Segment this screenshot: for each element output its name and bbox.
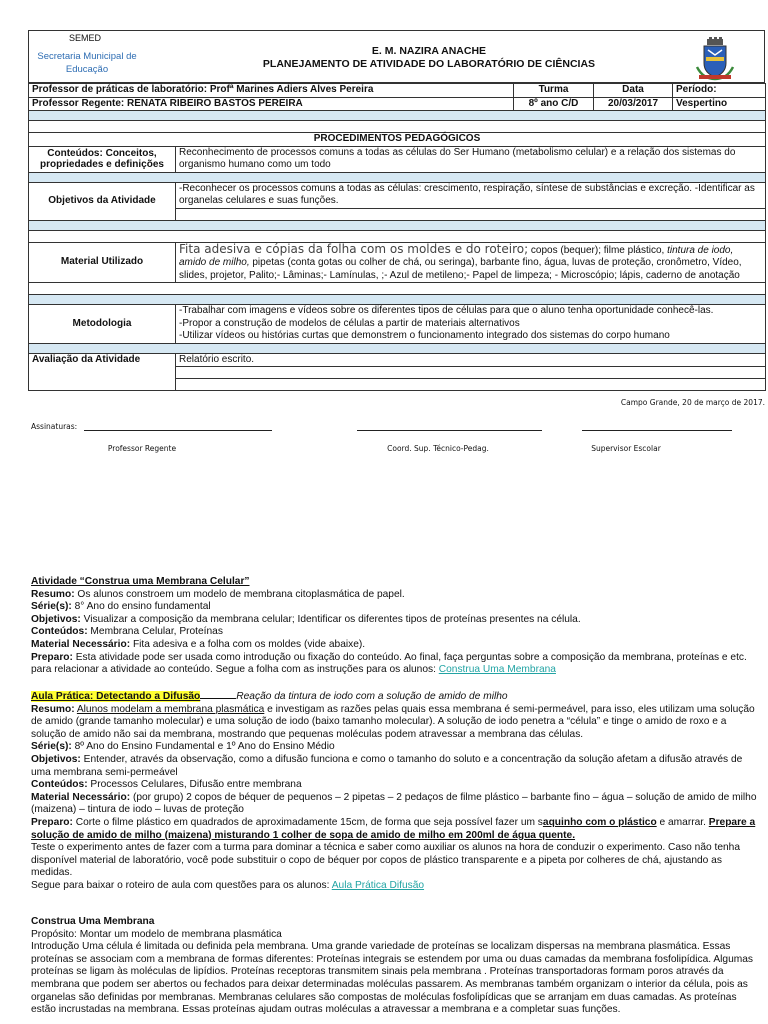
data-value: 20/03/2017 <box>594 97 673 111</box>
field-label: Série(s): <box>31 741 72 753</box>
aula-title: Aula Prática: Detectando a Difusão <box>31 691 201 702</box>
band-row <box>29 343 766 353</box>
field-label: Objetivos: <box>31 613 81 625</box>
material-large: Fita adesiva e cópias da folha com os moldes e do roteiro; <box>179 241 529 256</box>
field-label: Preparo: <box>31 816 73 828</box>
field-label: Objetivos: <box>31 753 81 765</box>
field-label: Material Necessário: <box>31 638 131 650</box>
turma-value: 8º ano C/D <box>514 97 594 111</box>
assinaturas-label: Assinaturas: <box>31 422 78 431</box>
header-titles <box>189 45 669 71</box>
field-label: Resumo: <box>31 703 75 715</box>
avaliacao-label: Avaliação da Atividade <box>29 353 176 391</box>
aula-difusao-link[interactable]: Aula Prática Difusão <box>331 879 425 891</box>
school-name: E. M. NAZIRA ANACHE <box>371 45 487 57</box>
spacer-row <box>176 367 766 379</box>
field-value: aquinho com o plástico <box>542 816 657 828</box>
page-title: PLANEJAMENTO DE ATIVIDADE DO LABORATÓRIO DE CIÊNCIAS <box>262 58 596 70</box>
field-value: Esta atividade pode ser usada como introdução ou fixação do conteúdo. Ao final, faça perguntas sobre a composição da membrana, proteínas e etc. para relacionar a atividade ao conteúdo. Segue a folha com as instruções para os alunos: <box>31 651 747 676</box>
metodologia-text <box>176 305 766 344</box>
signature-line <box>582 430 732 431</box>
field-value: 8º Ano do Ensino Fundamental e 1º Ano do Ensino Médio <box>71 741 335 753</box>
field-value: Alunos modelam a membrana plasmática <box>76 703 265 715</box>
field-value: (por grupo) 2 copos de béquer de pequenos – 2 pipetas – 2 pedaços de filme plástico – barbante fino – água – solução de amido de milho (maizena) – tintura de iodo – luvas de proteção <box>31 791 757 816</box>
field-value: e amarrar. <box>656 816 709 828</box>
proposito-text: Propósito: Montar um modelo de membrana plasmática <box>31 928 282 940</box>
atividade-section <box>31 576 761 677</box>
signature-line <box>357 430 542 431</box>
periodo-label: Período: <box>673 84 766 98</box>
date-line: Campo Grande, 20 de março de 2017. <box>620 398 765 407</box>
field-value: Processos Celulares, Difusão entre membrana <box>87 779 302 791</box>
data-label: Data <box>594 84 673 98</box>
spacer-row <box>29 230 766 242</box>
spacer-row <box>176 379 766 391</box>
sig-supervisor: Supervisor Escolar <box>591 444 661 453</box>
introducao-text: Introdução Uma célula é limitada ou definida pela membrana. Uma grande variedade de proteínas se localizam dispersas na membrana plasmática. Essas proteínas se associam com a membrana de formas diferentes: Proteínas integrais se estendem por uma ou duas camadas da membrana fosfolipídica. Algumas proteínas se ligam às moléculas de lipídios. Proteínas receptoras transmitem sinais pela membrana . Proteínas transportadoras formam poros através da membrana que podem ser abertos ou fechados para deixar determinadas moléculas passarem. As membranas também organizam o interior da célula, pois as organelas são definidas por membranas. Membranas celulares são compostas de moléculas fosfolipídicas que se arranjam em duas camadas. As proteínas estão incrustadas na membrana. Essas proteínas ajudam outras moléculas a atravessar a membrana e a completar suas funções. <box>31 941 753 1016</box>
atividade-title: Atividade “Construa uma Membrana Celular” <box>31 576 250 587</box>
teste-paragraph: Teste o experimento antes de fazer com a turma para dominar a técnica e saber como auxiliar os alunos na hora de conduzir o experimento. Caso não tenha disponível material de laboratório, você pode substituir o copo de béquer por copos de plástico transparente e a pipeta por colheres de chá, ajustando as medidas. <box>31 842 740 879</box>
spacer-row <box>29 121 766 133</box>
field-value: Membrana Celular, Proteínas <box>87 626 223 638</box>
aula-section <box>31 689 761 893</box>
material-part2: pipetas (conta gotas ou colher de chá, ou seringa), barbante fino, água, luvas de proteção, cronômetro, Vídeo, slides, projetor, Palito;- Lâminas;- Lamínulas, ;- Azul de metileno;- Papel de limpeza; - Microscópio; lápis, caderno de anotação <box>179 257 742 281</box>
field-value: Prepare a solução de amido de milho (maizena) misturando 1 colher de sopa de amido de milho em 200ml de água quente. <box>31 816 756 841</box>
field-value: Corte o filme plástico em quadrados de aproximadamente 15cm, de forma que seja possível fazer um s <box>72 816 543 828</box>
construa-membrana-link[interactable]: Construa Uma Membrana <box>438 664 556 676</box>
semed-label: SEMED <box>69 33 102 43</box>
construa-title: Construa Uma Membrana <box>31 916 155 927</box>
field-value: Visualizar a composição da membrana celular; Identificar os diferentes tipos de proteínas presentes na célula. <box>80 613 581 625</box>
field-value: Os alunos constroem um modelo de membrana citoplasmática de papel. <box>74 588 405 600</box>
band-row <box>29 111 766 121</box>
spacer-row <box>176 208 766 220</box>
sig-professor-regente: Professor Regente <box>107 444 177 453</box>
field-label: Série(s): <box>31 601 72 613</box>
planning-table <box>28 83 766 391</box>
professor-regente: Professor Regente: RENATA RIBEIRO BASTOS PEREIRA <box>29 97 514 111</box>
material-part1: copos (bequer); filme plástico, <box>528 244 668 256</box>
avaliacao-text: Relatório escrito. <box>176 353 766 367</box>
field-label: Material Necessário: <box>31 791 131 803</box>
metodologia-item: -Propor a construção de modelos de células a partir de materiais alternativos <box>179 317 520 329</box>
objetivos-text: -Reconhecer os processos comuns a todas as células: crescimento, respiração, síntese de substâncias e excreção. -Identificar as organelas celulares e suas funções. <box>176 182 766 208</box>
field-label: Conteúdos: <box>31 626 88 638</box>
material-label: Material Utilizado <box>29 242 176 283</box>
band-row <box>29 295 766 305</box>
coat-of-arms-icon <box>693 37 737 81</box>
conteudos-text: Reconhecimento de processos comuns a todas as células do Ser Humano (metabolismo celular) e a relação dos sistemas do organismo humano como um todo <box>176 146 766 172</box>
turma-label: Turma <box>514 84 594 98</box>
document-header <box>28 30 765 83</box>
field-value: 8° Ano do ensino fundamental <box>71 601 211 613</box>
field-label: Preparo: <box>31 651 73 663</box>
field-value: Fita adesiva e a folha com os moldes (vide abaixe). <box>130 638 366 650</box>
professor-pratica: Professor de práticas de laboratório: Profª Marines Adiers Alves Pereira <box>29 84 514 98</box>
material-italic: tintura de iodo, amido de milho, <box>179 244 734 268</box>
material-text <box>176 242 766 283</box>
spacer-row <box>29 283 766 295</box>
construa-section <box>31 916 761 1017</box>
field-label: Conteúdos: <box>31 779 88 791</box>
procedimentos-title: PROCEDIMENTOS PEDAGÓGICOS <box>29 133 766 147</box>
band-row <box>29 220 766 230</box>
periodo-value: Vespertino <box>673 97 766 111</box>
field-label: Resumo: <box>31 588 75 600</box>
sig-coordenacao: Coord. Sup. Técnico-Pedag. <box>387 444 489 453</box>
secretaria-label: Secretaria Municipal de Educação <box>37 51 137 75</box>
conteudos-label: Conteúdos: Conceitos, propriedades e definições <box>29 146 176 172</box>
field-value: Entender, através da observação, como a difusão funciona e como o tamanho do soluto e a concentração da solução afetam a difusão através de uma membrana semi-permeável <box>31 753 743 778</box>
field-value: e investigam as razões pelas quais essa membrana é semi-permeável, para isso, eles utilizam uma solução de amido (grande tamanho molecular) e uma solução de iodo (baixo tamanho molecular). A solução de iodo penetra a “célula” e tinge o amido de roxo e a solução de amido não sai da membrana, mostrando que pequenas moléculas podem atravessar a membrana das células. <box>31 703 755 740</box>
metodologia-item: -Trabalhar com imagens e vídeos sobre os diferentes tipos de células para que o aluno tenha oportunidade conhecê-las. <box>179 305 714 316</box>
aula-subtitle: Reação da tintura de iodo com a solução de amido de milho <box>236 691 508 702</box>
signature-line <box>84 430 272 431</box>
field-value: Segue para baixar o roteiro de aula com questões para os alunos: <box>31 879 332 891</box>
metodologia-item: -Utilizar vídeos ou histórias curtas que demonstrem o funcionamento integrado dos sistemas do corpo humano <box>179 330 670 341</box>
title-underline <box>200 689 236 699</box>
metodologia-label: Metodologia <box>29 305 176 344</box>
band-row <box>29 172 766 182</box>
objetivos-label: Objetivos da Atividade <box>29 182 176 220</box>
